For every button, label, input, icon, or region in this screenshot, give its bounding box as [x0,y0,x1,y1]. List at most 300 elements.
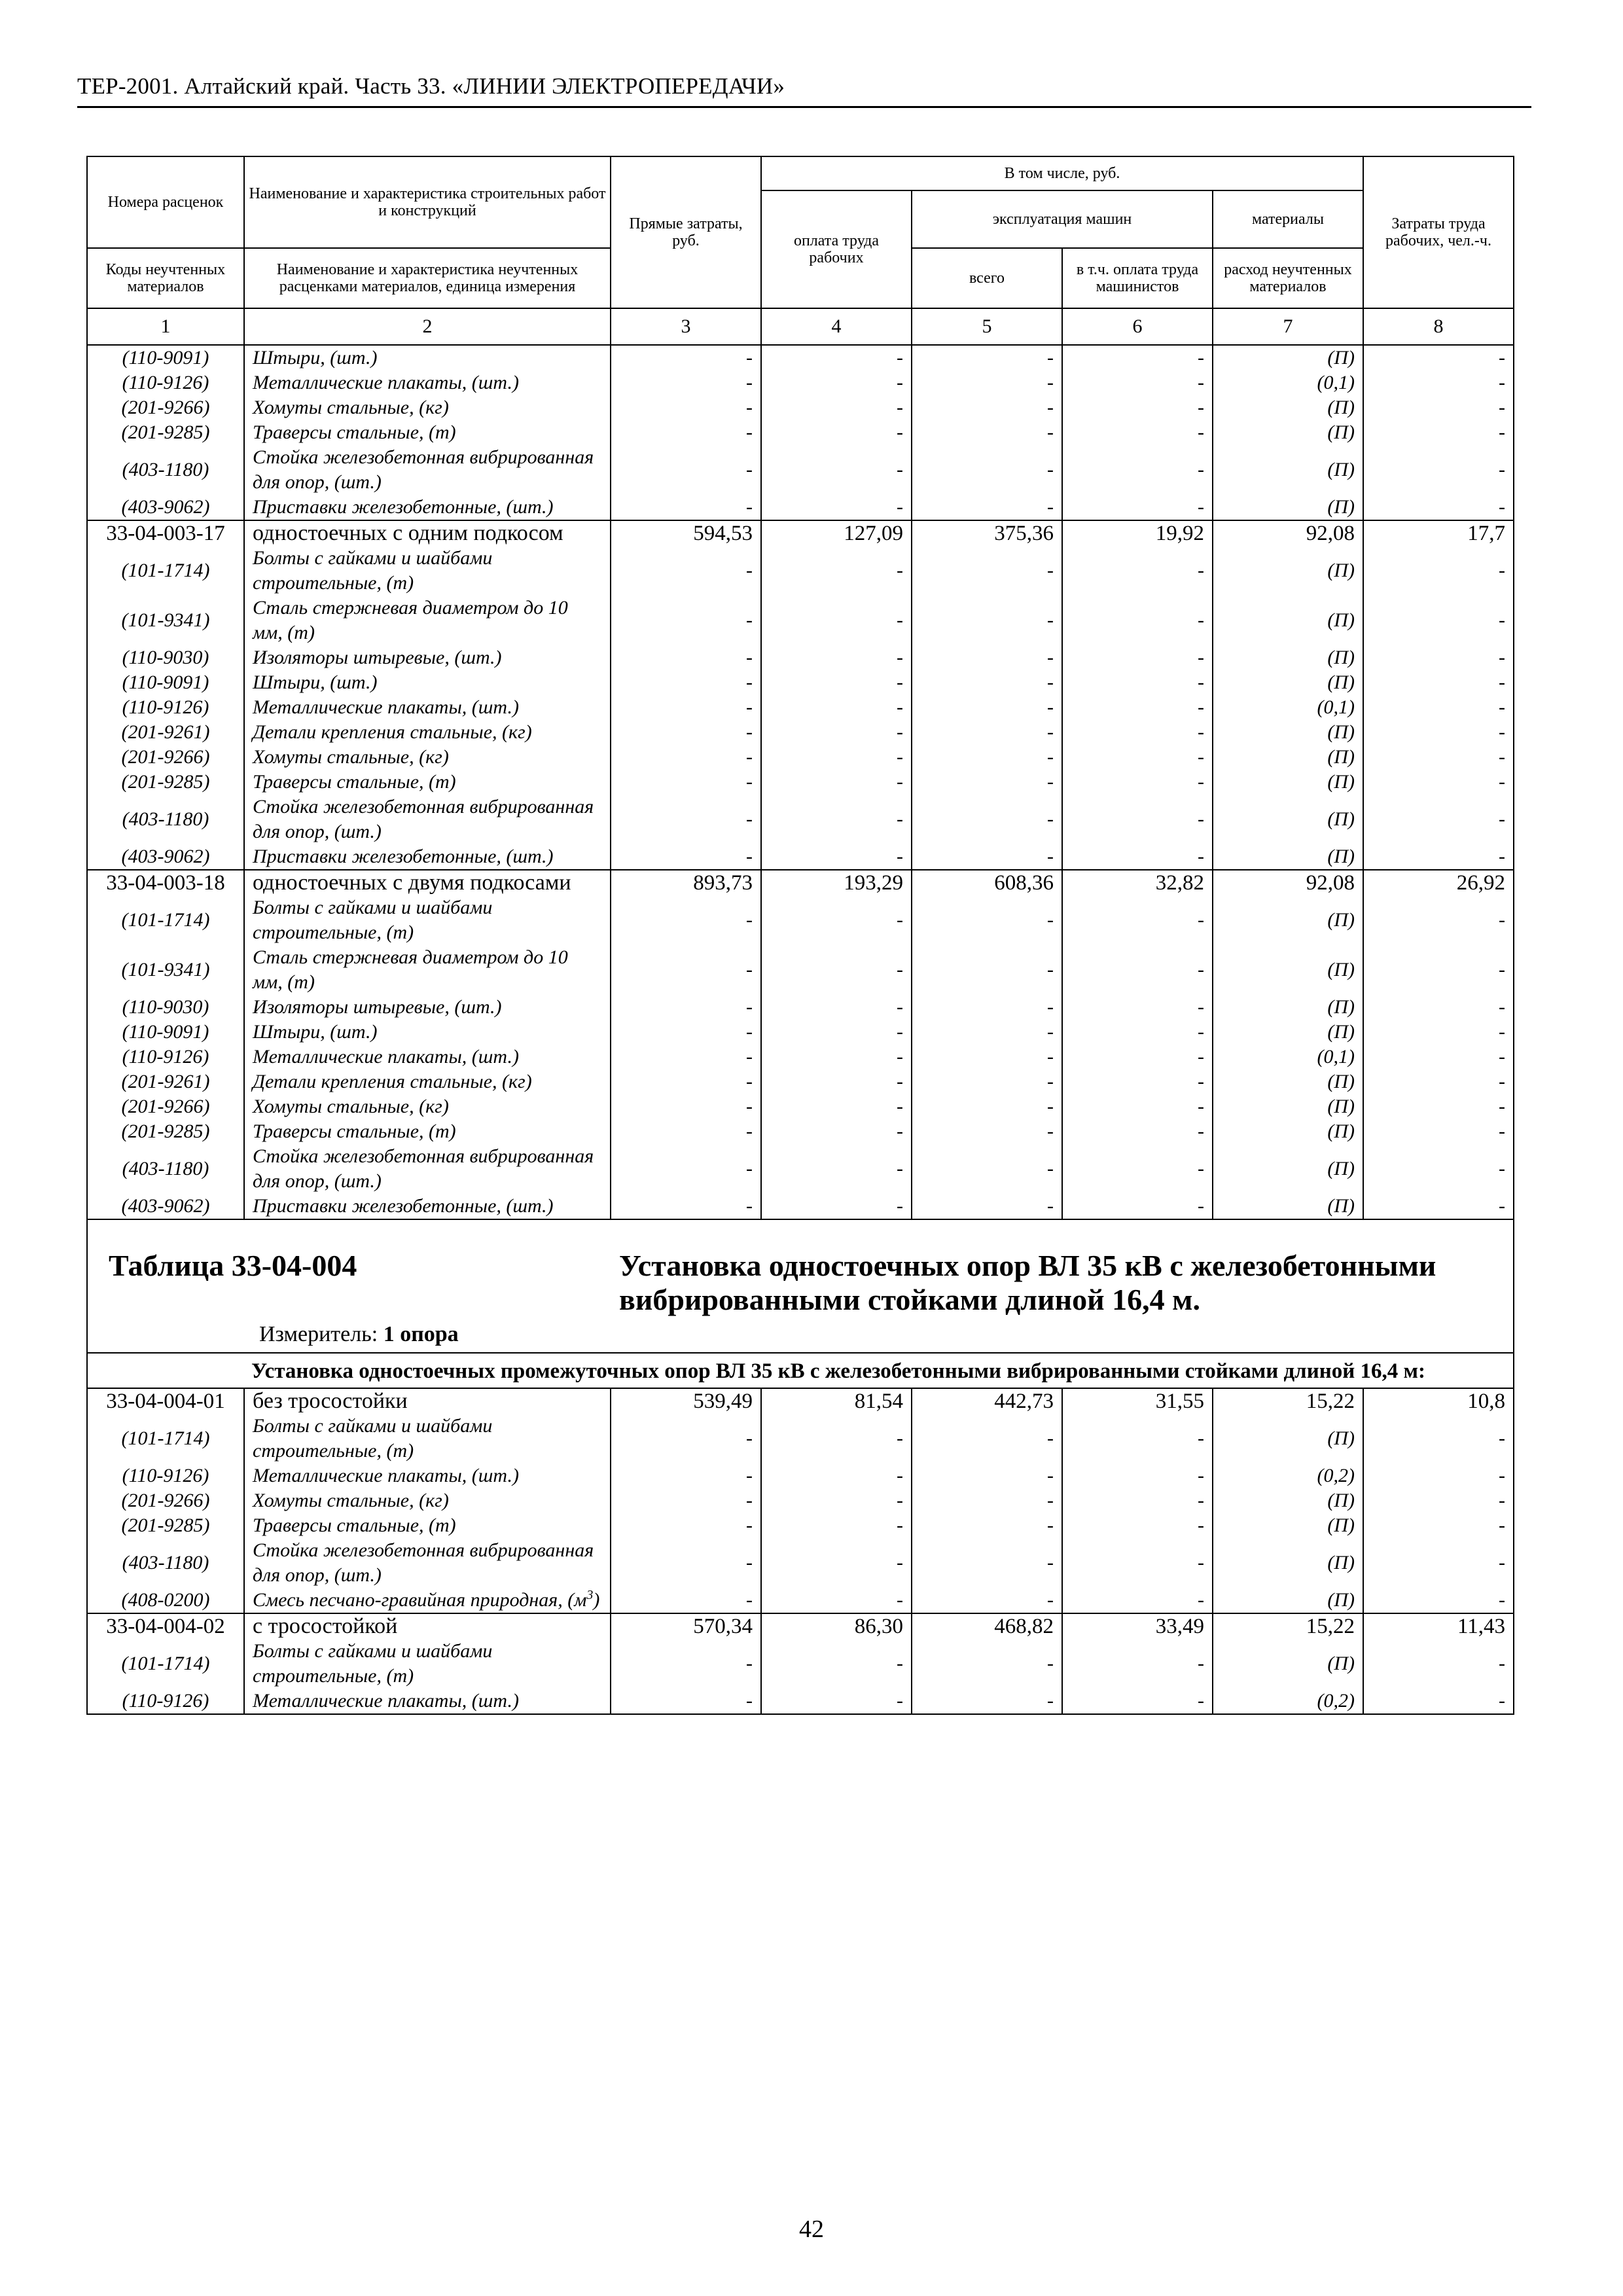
material-consumption: (П) [1213,546,1363,596]
cell-value: - [1363,770,1514,795]
cell-value: - [912,546,1062,596]
cell-value: - [761,770,912,795]
cell-value: - [1363,1414,1514,1463]
cell-value: - [761,995,912,1020]
header-cell: Затраты труда рабочих, чел.-ч. [1363,156,1514,308]
material-code: (101-9341) [87,945,244,995]
machines-total: 608,36 [912,870,1062,895]
cell-value: - [912,1144,1062,1194]
cell-value: - [912,995,1062,1020]
material-row [87,445,1514,495]
cell-value: - [611,895,761,945]
material-name: Болты с гайками и шайбами строительные, (т) [244,546,611,596]
cell-value: - [1062,695,1213,720]
cell-value: - [1062,844,1213,870]
material-consumption: (0,2) [1213,1463,1363,1488]
material-row [87,546,1514,596]
cell-value: - [1363,645,1514,670]
material-code: (110-9126) [87,1689,244,1714]
material-code: (403-9062) [87,844,244,870]
cell-value: - [912,1119,1062,1144]
material-row [87,395,1514,420]
material-consumption: (П) [1213,1588,1363,1613]
material-code: (110-9126) [87,1463,244,1488]
material-row [87,345,1514,370]
cell-value: - [611,1588,761,1613]
cell-value: - [1062,645,1213,670]
cell-value: - [761,945,912,995]
cell-value: - [611,1463,761,1488]
column-number: 2 [244,308,611,345]
material-consumption: (П) [1213,1513,1363,1538]
material-row [87,1513,1514,1538]
machinist-wages: 32,82 [1062,870,1213,895]
cell-value: - [912,1069,1062,1094]
cell-value: - [1363,1094,1514,1119]
material-name: Хомуты стальные, (кг) [244,395,611,420]
cell-value: - [611,745,761,770]
material-name: Стойка железобетонная вибрированная для опор, (шт.) [244,445,611,495]
cell-value: - [1363,995,1514,1020]
material-consumption: (П) [1213,720,1363,745]
cell-value: - [611,1045,761,1069]
rate-name: с тросостойкой [244,1613,611,1639]
table-body [87,345,1514,1714]
material-consumption: (П) [1213,445,1363,495]
column-number: 4 [761,308,912,345]
material-consumption: (П) [1213,1069,1363,1094]
material-row [87,1020,1514,1045]
materials-cost: 92,08 [1213,520,1363,546]
cell-value: - [761,345,912,370]
machines-total: 442,73 [912,1388,1062,1414]
rate-name: одностоечных с одним подкосом [244,520,611,546]
cell-value: - [1363,345,1514,370]
material-row [87,596,1514,645]
cell-value: - [611,420,761,445]
rate-code: 33-04-003-17 [87,520,244,546]
cell-value: - [912,420,1062,445]
cell-value: - [1363,1488,1514,1513]
labor-wages: 193,29 [761,870,912,895]
cell-value: - [611,720,761,745]
material-code: (403-1180) [87,445,244,495]
material-code: (201-9261) [87,1069,244,1094]
cell-value: - [761,720,912,745]
cell-value: - [761,1488,912,1513]
table-heading-row [87,1219,1514,1322]
cell-value: - [1062,546,1213,596]
cell-value: - [1062,1094,1213,1119]
cell-value: - [1062,995,1213,1020]
cell-value: - [912,1414,1062,1463]
machinist-wages: 31,55 [1062,1388,1213,1414]
cell-value: - [611,1488,761,1513]
running-header: ТЕР-2001. Алтайский край. Часть 33. «ЛИНИИ ЭЛЕКТРОПЕРЕДАЧИ» [77,73,785,99]
machines-total: 468,82 [912,1613,1062,1639]
material-row [87,770,1514,795]
cell-value: - [761,1144,912,1194]
material-name: Детали крепления стальные, (кг) [244,1069,611,1094]
material-row [87,1463,1514,1488]
cell-value: - [912,1538,1062,1588]
cell-value: - [761,645,912,670]
header-cell: Коды неучтенных материалов [87,248,244,308]
material-code: (201-9285) [87,1513,244,1538]
cell-value: - [1363,745,1514,770]
material-name: Металлические плакаты, (шт.) [244,1045,611,1069]
material-name: Приставки железобетонные, (шт.) [244,1194,611,1219]
cell-value: - [761,1689,912,1714]
material-consumption: (П) [1213,995,1363,1020]
header-cell: в т.ч. оплата труда машинистов [1062,248,1213,308]
price-table [86,156,1514,1715]
material-name-text: Смесь песчано-гравийная природная, (м [253,1589,587,1611]
material-code: (201-9261) [87,720,244,745]
cell-value: - [761,495,912,520]
material-consumption: (П) [1213,1639,1363,1689]
material-consumption: (П) [1213,1119,1363,1144]
material-consumption: (0,1) [1213,370,1363,395]
table-heading-cell [87,1219,1514,1322]
cell-value: - [1062,1144,1213,1194]
material-code: (110-9091) [87,670,244,695]
header-cell: всего [912,248,1062,308]
cell-value: - [611,645,761,670]
material-row [87,1069,1514,1094]
column-number: 3 [611,308,761,345]
cell-value: - [611,1094,761,1119]
cell-value: - [611,546,761,596]
measure-value: 1 опора [383,1322,459,1346]
cell-value: - [611,695,761,720]
material-consumption: (П) [1213,1414,1363,1463]
cell-value: - [1363,1194,1514,1219]
cell-value: - [1363,844,1514,870]
material-row [87,1639,1514,1689]
cell-value: - [1062,1020,1213,1045]
materials-cost: 15,22 [1213,1613,1363,1639]
rate-row [87,520,1514,546]
labor-wages: 81,54 [761,1388,912,1414]
cell-value: - [1062,1513,1213,1538]
cell-value: - [912,395,1062,420]
material-consumption: (П) [1213,495,1363,520]
table-title: Установка одностоечных опор ВЛ 35 кВ с железобетонными вибрированными стойками длиной 16,4 м. [619,1249,1436,1316]
material-name: Болты с гайками и шайбами строительные, (т) [244,895,611,945]
cell-value: - [611,795,761,844]
rate-row [87,1613,1514,1639]
cell-value: - [912,1639,1062,1689]
cell-value: - [761,1513,912,1538]
material-row [87,1045,1514,1069]
cell-value: - [611,1639,761,1689]
header-cell: В том числе, руб. [761,156,1363,190]
rate-name: одностоечных с двумя подкосами [244,870,611,895]
material-name: Штыри, (шт.) [244,1020,611,1045]
material-name-end: ) [593,1589,600,1611]
material-consumption: (П) [1213,670,1363,695]
material-name: Траверсы стальные, (т) [244,420,611,445]
header-cell: Наименование и характеристика неучтенных расценками материалов, единица измерения [244,248,611,308]
cell-value: - [1363,1689,1514,1714]
page-number: 42 [799,2215,824,2243]
material-row [87,1119,1514,1144]
machinist-wages: 19,92 [1062,520,1213,546]
material-name: Траверсы стальные, (т) [244,770,611,795]
material-name: Штыри, (шт.) [244,670,611,695]
cell-value: - [912,370,1062,395]
material-name: Болты с гайками и шайбами строительные, (т) [244,1414,611,1463]
material-name: Штыри, (шт.) [244,345,611,370]
header-cell: материалы [1213,190,1363,248]
column-number: 5 [912,308,1062,345]
cell-value: - [1363,495,1514,520]
material-row [87,1488,1514,1513]
cell-value: - [912,1094,1062,1119]
material-row [87,495,1514,520]
cell-value: - [912,345,1062,370]
material-name: Приставки железобетонные, (шт.) [244,844,611,870]
cell-value: - [611,596,761,645]
cell-value: - [1363,1020,1514,1045]
cell-value: - [761,1639,912,1689]
material-row [87,945,1514,995]
material-code: (201-9266) [87,1488,244,1513]
labor-wages: 86,30 [761,1613,912,1639]
column-number: 1 [87,308,244,345]
cell-value: - [761,1069,912,1094]
cell-value: - [1363,1588,1514,1613]
material-consumption: (0,1) [1213,695,1363,720]
cell-value: - [1062,420,1213,445]
cell-value: - [761,1119,912,1144]
material-row [87,645,1514,670]
material-consumption: (П) [1213,844,1363,870]
cell-value: - [912,795,1062,844]
direct-costs: 570,34 [611,1613,761,1639]
material-name: Металлические плакаты, (шт.) [244,695,611,720]
cell-value: - [1062,1588,1213,1613]
cell-value: - [1363,1463,1514,1488]
cell-value: - [912,1689,1062,1714]
materials-cost: 92,08 [1213,870,1363,895]
cell-value: - [912,945,1062,995]
cell-value: - [912,670,1062,695]
cell-value: - [611,995,761,1020]
material-consumption: (П) [1213,395,1363,420]
material-row [87,695,1514,720]
material-consumption: (П) [1213,1144,1363,1194]
material-row [87,844,1514,870]
material-name [244,1588,611,1613]
cell-value: - [1363,1538,1514,1588]
cell-value: - [1062,345,1213,370]
material-name: Сталь стержневая диаметром до 10 мм, (т) [244,596,611,645]
price-table-wrapper [86,156,1513,1715]
cell-value: - [1363,1045,1514,1069]
material-name: Траверсы стальные, (т) [244,1513,611,1538]
cell-value: - [1062,1069,1213,1094]
cell-value: - [761,895,912,945]
labor-hours: 26,92 [1363,870,1514,895]
cell-value: - [1363,1639,1514,1689]
cell-value: - [912,445,1062,495]
cell-value: - [761,745,912,770]
cell-value: - [761,1045,912,1069]
material-consumption: (П) [1213,745,1363,770]
labor-hours: 17,7 [1363,520,1514,546]
cell-value: - [611,1194,761,1219]
material-consumption: (П) [1213,345,1363,370]
labor-hours: 10,8 [1363,1388,1514,1414]
material-name: Стойка железобетонная вибрированная для опор, (шт.) [244,1144,611,1194]
cell-value: - [611,945,761,995]
cell-value: - [1363,370,1514,395]
cell-value: - [1062,445,1213,495]
cell-value: - [761,445,912,495]
material-consumption: (П) [1213,645,1363,670]
column-number: 7 [1213,308,1363,345]
column-number: 6 [1062,308,1213,345]
cell-value: - [761,596,912,645]
table-label: Таблица 33-04-004 [109,1249,357,1282]
cell-value: - [1062,1639,1213,1689]
cell-value: - [912,1488,1062,1513]
rate-row [87,870,1514,895]
cell-value: - [761,670,912,695]
material-row [87,1094,1514,1119]
material-row [87,795,1514,844]
cell-value: - [611,1069,761,1094]
cell-value: - [611,370,761,395]
direct-costs: 893,73 [611,870,761,895]
material-code: (403-1180) [87,1538,244,1588]
cell-value: - [761,844,912,870]
cell-value: - [611,1119,761,1144]
cell-value: - [1363,795,1514,844]
material-code: (110-9030) [87,995,244,1020]
cell-value: - [912,745,1062,770]
cell-value: - [761,1414,912,1463]
material-code: (201-9266) [87,745,244,770]
material-code: (101-9341) [87,596,244,645]
material-row [87,720,1514,745]
material-code: (403-1180) [87,1144,244,1194]
rate-code: 33-04-003-18 [87,870,244,895]
cell-value: - [761,370,912,395]
material-row [87,1538,1514,1588]
cell-value: - [1062,1045,1213,1069]
material-name: Детали крепления стальные, (кг) [244,720,611,745]
material-name: Металлические плакаты, (шт.) [244,1463,611,1488]
cell-value: - [912,895,1062,945]
cell-value: - [912,495,1062,520]
material-code: (403-9062) [87,1194,244,1219]
cell-value: - [912,695,1062,720]
section-subtitle-row [87,1353,1514,1388]
material-name: Стойка железобетонная вибрированная для опор, (шт.) [244,795,611,844]
cell-value: - [761,546,912,596]
measure-label: Измеритель: [259,1322,383,1346]
cell-value: - [1363,1119,1514,1144]
cell-value: - [611,770,761,795]
cell-value: - [761,420,912,445]
cell-value: - [1062,670,1213,695]
cell-value: - [912,1020,1062,1045]
material-consumption: (П) [1213,420,1363,445]
material-consumption: (П) [1213,1538,1363,1588]
material-name: Хомуты стальные, (кг) [244,745,611,770]
rate-name: без тросостойки [244,1388,611,1414]
material-code: (201-9266) [87,395,244,420]
cell-value: - [1363,546,1514,596]
material-consumption: (П) [1213,1094,1363,1119]
material-code: (403-9062) [87,495,244,520]
cell-value: - [1062,795,1213,844]
materials-cost: 15,22 [1213,1388,1363,1414]
cell-value: - [1363,670,1514,695]
cell-value: - [1062,1463,1213,1488]
cell-value: - [1062,495,1213,520]
rate-code: 33-04-004-01 [87,1388,244,1414]
header-cell: Прямые затраты, руб. [611,156,761,308]
measure-cell [87,1322,1514,1353]
material-name: Изоляторы штыревые, (шт.) [244,995,611,1020]
cell-value: - [611,1144,761,1194]
cell-value: - [1062,745,1213,770]
header-cell: оплата труда рабочих [761,190,912,308]
material-code: (110-9126) [87,695,244,720]
cell-value: - [1062,1194,1213,1219]
material-code: (110-9091) [87,1020,244,1045]
material-row [87,745,1514,770]
column-number: 8 [1363,308,1514,345]
cell-value: - [761,395,912,420]
header-rule [77,106,1531,108]
cell-value: - [611,495,761,520]
column-numbers-row [87,308,1514,345]
material-row [87,1414,1514,1463]
material-name: Сталь стержневая диаметром до 10 мм, (т) [244,945,611,995]
cell-value: - [611,1538,761,1588]
material-code: (110-9091) [87,345,244,370]
cell-value: - [912,645,1062,670]
cell-value: - [912,1463,1062,1488]
measure-row [87,1322,1514,1353]
material-consumption: (П) [1213,1194,1363,1219]
machinist-wages: 33,49 [1062,1613,1213,1639]
cell-value: - [761,1538,912,1588]
cell-value: - [1062,945,1213,995]
cell-value: - [761,1094,912,1119]
machines-total: 375,36 [912,520,1062,546]
material-row [87,1689,1514,1714]
material-name: Металлические плакаты, (шт.) [244,370,611,395]
cell-value: - [912,1588,1062,1613]
header-cell: Номера расценок [87,156,244,248]
material-code: (101-1714) [87,895,244,945]
cell-value: - [1062,395,1213,420]
cell-value: - [761,1463,912,1488]
material-name: Хомуты стальные, (кг) [244,1488,611,1513]
cell-value: - [1363,1144,1514,1194]
cell-value: - [1062,1488,1213,1513]
cell-value: - [761,695,912,720]
cell-value: - [1062,895,1213,945]
cell-value: - [912,1045,1062,1069]
cell-value: - [761,1194,912,1219]
